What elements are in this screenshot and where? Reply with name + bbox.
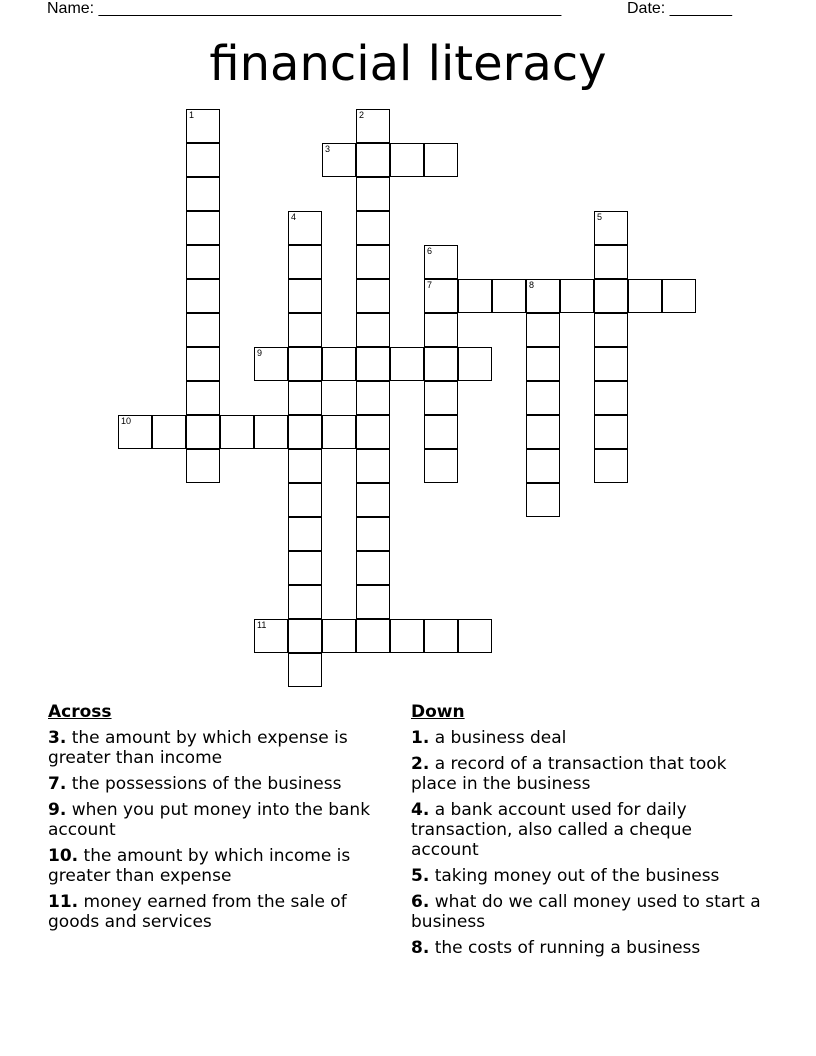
grid-cell[interactable] [186, 381, 220, 415]
clue-text: when you put money into the bank account [48, 800, 371, 840]
down-clue [411, 892, 761, 932]
clue-text: the costs of running a business [429, 938, 701, 958]
grid-cell[interactable] [390, 143, 424, 177]
grid-cell[interactable] [322, 619, 356, 653]
clue-number-label: 8. [411, 938, 430, 958]
grid-cell[interactable] [288, 279, 322, 313]
clue-text: the amount by which expense is greater than income [48, 728, 348, 768]
grid-cell[interactable] [288, 517, 322, 551]
down-clues [411, 702, 761, 964]
clue-number-label: 2. [411, 754, 430, 774]
clue-number-label: 3. [48, 728, 67, 748]
clue-text: a bank account used for daily transaction, also called a cheque account [411, 800, 692, 860]
grid-cell[interactable] [492, 279, 526, 313]
grid-cell[interactable] [288, 211, 322, 245]
clue-number-label: 1. [411, 728, 430, 748]
clue-number: 1 [189, 110, 195, 120]
grid-cell[interactable] [526, 449, 560, 483]
clue-number-label: 5. [411, 866, 430, 886]
grid-cell[interactable] [526, 313, 560, 347]
down-heading: Down [411, 702, 465, 722]
grid-cell[interactable] [152, 415, 186, 449]
grid-cell[interactable] [356, 347, 390, 381]
clue-number: 6 [427, 246, 433, 256]
grid-cell[interactable] [356, 313, 390, 347]
grid-cell[interactable] [356, 177, 390, 211]
grid-cell[interactable] [526, 415, 560, 449]
grid-cell[interactable] [254, 347, 288, 381]
clue-number: 3 [325, 144, 331, 154]
clue-number: 9 [257, 348, 263, 358]
grid-cell[interactable] [186, 245, 220, 279]
grid-cell[interactable] [628, 279, 662, 313]
grid-cell[interactable] [288, 449, 322, 483]
grid-cell[interactable] [594, 245, 628, 279]
across-clue [48, 800, 388, 840]
grid-cell[interactable] [594, 415, 628, 449]
clue-number: 2 [359, 110, 365, 120]
grid-cell[interactable] [424, 449, 458, 483]
grid-cell[interactable] [288, 245, 322, 279]
grid-cell[interactable] [356, 381, 390, 415]
clue-number-label: 4. [411, 800, 430, 820]
grid-cell[interactable] [288, 585, 322, 619]
grid-cell[interactable] [322, 347, 356, 381]
grid-cell[interactable] [288, 415, 322, 449]
grid-cell[interactable] [186, 279, 220, 313]
grid-cell[interactable] [424, 415, 458, 449]
grid-cell[interactable] [186, 143, 220, 177]
across-clue [48, 846, 388, 886]
grid-cell[interactable] [186, 211, 220, 245]
grid-cell[interactable] [288, 381, 322, 415]
grid-cell[interactable] [390, 347, 424, 381]
grid-cell[interactable] [526, 279, 560, 313]
clue-number: 10 [121, 416, 132, 426]
grid-cell[interactable] [186, 177, 220, 211]
down-clue [411, 866, 761, 886]
date-field-label: Date: _______ [627, 0, 732, 17]
clue-number: 11 [257, 620, 267, 630]
page-title: financial literacy [209, 36, 607, 92]
grid-cell[interactable] [356, 551, 390, 585]
grid-cell[interactable] [288, 483, 322, 517]
grid-cell[interactable] [356, 483, 390, 517]
grid-cell[interactable] [424, 143, 458, 177]
grid-cell[interactable] [526, 483, 560, 517]
grid-cell[interactable] [424, 279, 458, 313]
clue-text: the possessions of the business [66, 774, 342, 794]
grid-cell[interactable] [594, 313, 628, 347]
grid-cell[interactable] [186, 313, 220, 347]
clue-text: taking money out of the business [429, 866, 720, 886]
clue-number: 5 [597, 212, 603, 222]
grid-cell[interactable] [424, 313, 458, 347]
grid-cell[interactable] [458, 347, 492, 381]
grid-cell[interactable] [526, 347, 560, 381]
grid-cell[interactable] [356, 245, 390, 279]
name-field-label: Name: ____________________________________________________ [47, 0, 562, 17]
clue-number: 8 [529, 280, 535, 290]
down-clue [411, 728, 761, 748]
clue-text: what do we call money used to start a business [411, 892, 761, 932]
down-clue [411, 938, 761, 958]
grid-cell[interactable] [594, 279, 628, 313]
clue-number-label: 7. [48, 774, 67, 794]
down-clue [411, 754, 761, 794]
grid-cell[interactable] [594, 381, 628, 415]
grid-cell[interactable] [424, 245, 458, 279]
grid-cell[interactable] [662, 279, 696, 313]
across-clue [48, 892, 388, 932]
grid-cell[interactable] [186, 109, 220, 143]
grid-cell[interactable] [118, 415, 152, 449]
clue-text: money earned from the sale of goods and services [48, 892, 347, 932]
clue-number-label: 6. [411, 892, 430, 912]
grid-cell[interactable] [186, 449, 220, 483]
grid-cell[interactable] [322, 415, 356, 449]
down-clue-list [411, 728, 761, 958]
grid-cell[interactable] [220, 415, 254, 449]
grid-cell[interactable] [594, 211, 628, 245]
grid-cell[interactable] [356, 211, 390, 245]
grid-cell[interactable] [254, 619, 288, 653]
across-clues [48, 702, 388, 938]
grid-cell[interactable] [458, 619, 492, 653]
grid-cell[interactable] [356, 585, 390, 619]
clue-number-label: 10. [48, 846, 79, 866]
grid-cell[interactable] [356, 109, 390, 143]
clue-text: a record of a transaction that took place in the business [411, 754, 727, 794]
grid-cell[interactable] [356, 415, 390, 449]
grid-cell[interactable] [424, 619, 458, 653]
grid-cell[interactable] [356, 517, 390, 551]
clue-number-label: 9. [48, 800, 67, 820]
grid-cell[interactable] [526, 381, 560, 415]
grid-cell[interactable] [322, 143, 356, 177]
across-heading: Across [48, 702, 112, 722]
clue-text: a business deal [429, 728, 567, 748]
grid-cell[interactable] [594, 347, 628, 381]
grid-cell[interactable] [288, 347, 322, 381]
grid-cell[interactable] [186, 347, 220, 381]
down-clue [411, 800, 761, 860]
clue-number: 4 [291, 212, 297, 222]
grid-cell[interactable] [288, 619, 322, 653]
grid-cell[interactable] [458, 279, 492, 313]
grid-cell[interactable] [356, 619, 390, 653]
grid-cell[interactable] [288, 653, 322, 687]
grid-cell[interactable] [186, 415, 220, 449]
across-clue-list [48, 728, 388, 932]
across-clue [48, 728, 388, 768]
grid-cell[interactable] [424, 347, 458, 381]
grid-cell[interactable] [356, 449, 390, 483]
grid-cell[interactable] [594, 449, 628, 483]
grid-cell[interactable] [254, 415, 288, 449]
grid-cell[interactable] [560, 279, 594, 313]
grid-cell[interactable] [356, 279, 390, 313]
grid-cell[interactable] [356, 143, 390, 177]
across-clue [48, 774, 388, 794]
grid-cell[interactable] [288, 313, 322, 347]
grid-cell[interactable] [288, 551, 322, 585]
grid-cell[interactable] [424, 381, 458, 415]
clue-text: the amount by which income is greater than expense [48, 846, 351, 886]
clue-number-label: 11. [48, 892, 79, 912]
grid-cell[interactable] [390, 619, 424, 653]
clue-number: 7 [427, 280, 433, 290]
